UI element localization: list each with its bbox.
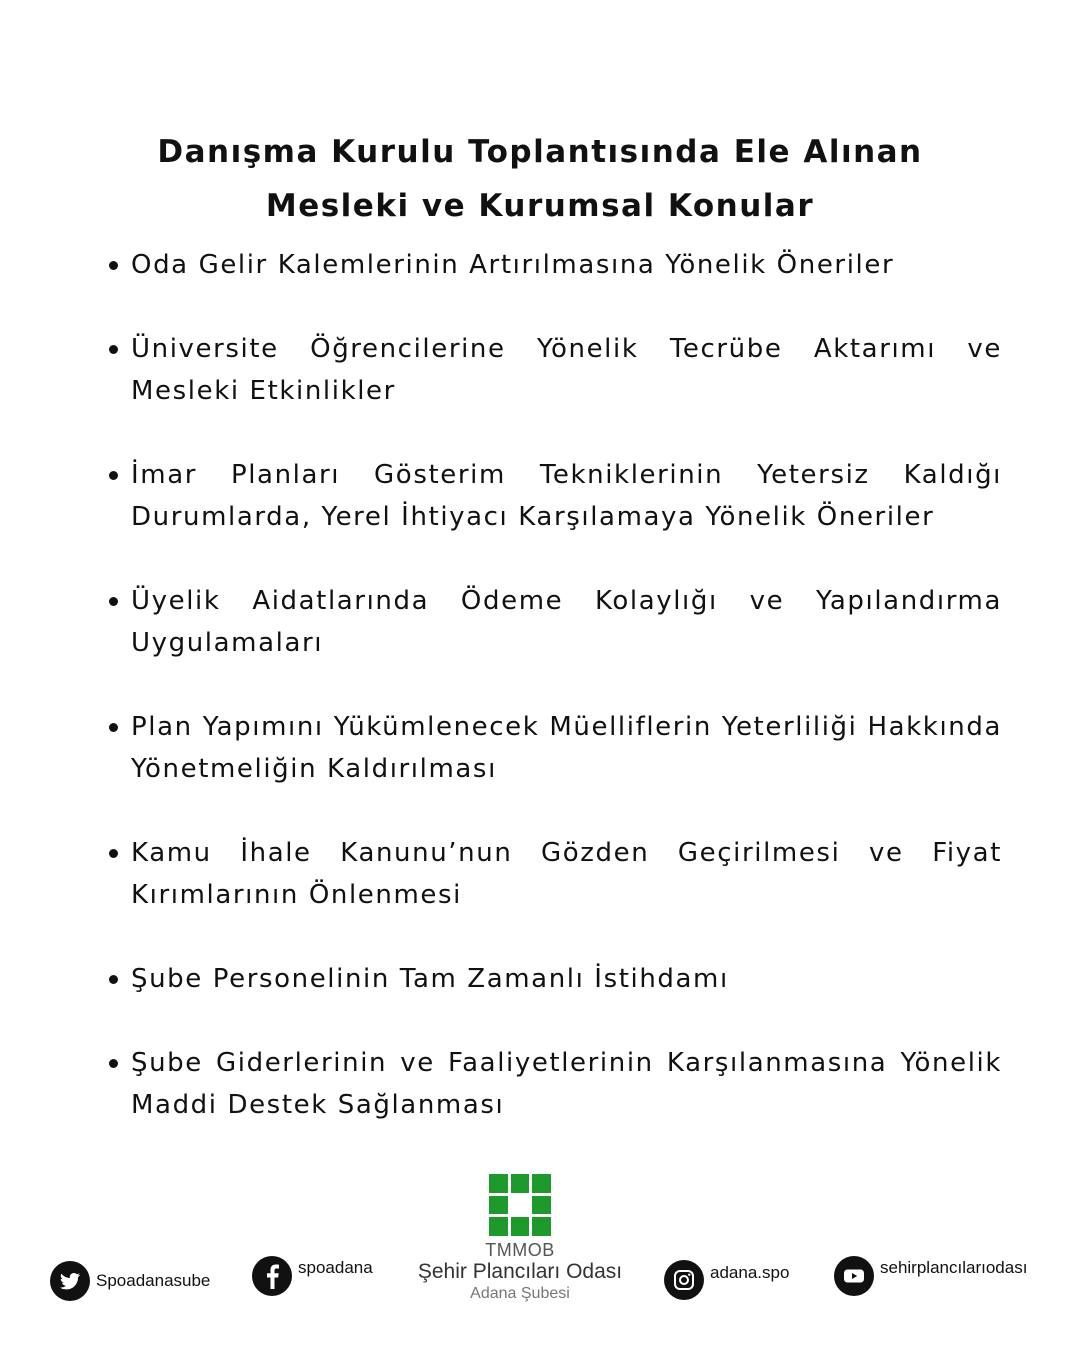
twitter-link[interactable]: [50, 1261, 210, 1301]
list-item: [104, 958, 1002, 1000]
topic-text: Üyelik Aidatlarında Ödeme Kolaylığı ve Yapılandırma Uygulamaları: [131, 586, 1002, 658]
list-item: [104, 454, 1002, 538]
bullet-icon: [109, 261, 118, 270]
instagram-link[interactable]: [664, 1260, 789, 1300]
list-item: [104, 1042, 1002, 1126]
bullet-icon: [109, 597, 118, 606]
list-item: [104, 706, 1002, 790]
logo-organization: Şehir Plancıları Odası: [417, 1260, 623, 1283]
list-item: [104, 328, 1002, 412]
list-item: [104, 244, 1002, 286]
list-item: [104, 832, 1002, 916]
topic-text: Üniversite Öğrencilerine Yönelik Tecrübe Aktarımı ve Mesleki Etkinlikler: [131, 334, 1002, 406]
facebook-link[interactable]: [252, 1256, 373, 1296]
topic-text: Plan Yapımını Yükümlenecek Müelliflerin Yeterliliği Hakkında Yönetmeliğin Kaldırılması: [131, 712, 1002, 784]
footer: [0, 1170, 1080, 1350]
youtube-icon: [834, 1256, 874, 1296]
list-item: [104, 580, 1002, 664]
twitter-handle: Spoadanasube: [96, 1271, 211, 1290]
twitter-icon: [50, 1261, 90, 1301]
bullet-icon: [109, 723, 118, 732]
logo-mark-icon: [489, 1174, 551, 1236]
bullet-icon: [109, 849, 118, 858]
bullet-icon: [109, 975, 118, 984]
bullet-icon: [109, 345, 118, 354]
tmmob-logo: [410, 1174, 630, 1304]
bullet-icon: [109, 1059, 118, 1068]
topic-text: Şube Personelinin Tam Zamanlı İstihdamı: [131, 964, 729, 994]
bullet-icon: [109, 471, 118, 480]
page-title: Danışma Kurulu Toplantısında Ele Alınan Mesleki ve Kurumsal Konular: [157, 133, 923, 224]
topic-text: Kamu İhale Kanunu’nun Gözden Geçirilmesi ve Fiyat Kırımlarının Önlenmesi: [131, 838, 1002, 910]
instagram-handle: adana.spo: [710, 1263, 790, 1282]
youtube-handle: sehirplancılarıodası: [880, 1258, 1028, 1277]
facebook-handle: spoadana: [298, 1258, 373, 1277]
topic-text: İmar Planları Gösterim Tekniklerinin Yetersiz Kaldığı Durumlarda, Yerel İhtiyacı Karşılamaya Yönelik Öneriler: [131, 460, 1002, 532]
youtube-link[interactable]: [834, 1256, 1027, 1296]
facebook-icon: [252, 1256, 292, 1296]
topic-text: Oda Gelir Kalemlerinin Artırılmasına Yönelik Öneriler: [131, 250, 895, 280]
instagram-icon: [664, 1260, 704, 1300]
logo-branch: Adana Şubesi: [470, 1285, 570, 1302]
topic-text: Şube Giderlerinin ve Faaliyetlerinin Karşılanmasına Yönelik Maddi Destek Sağlanması: [131, 1048, 1002, 1120]
logo-tmmob: TMMOB: [485, 1240, 555, 1260]
